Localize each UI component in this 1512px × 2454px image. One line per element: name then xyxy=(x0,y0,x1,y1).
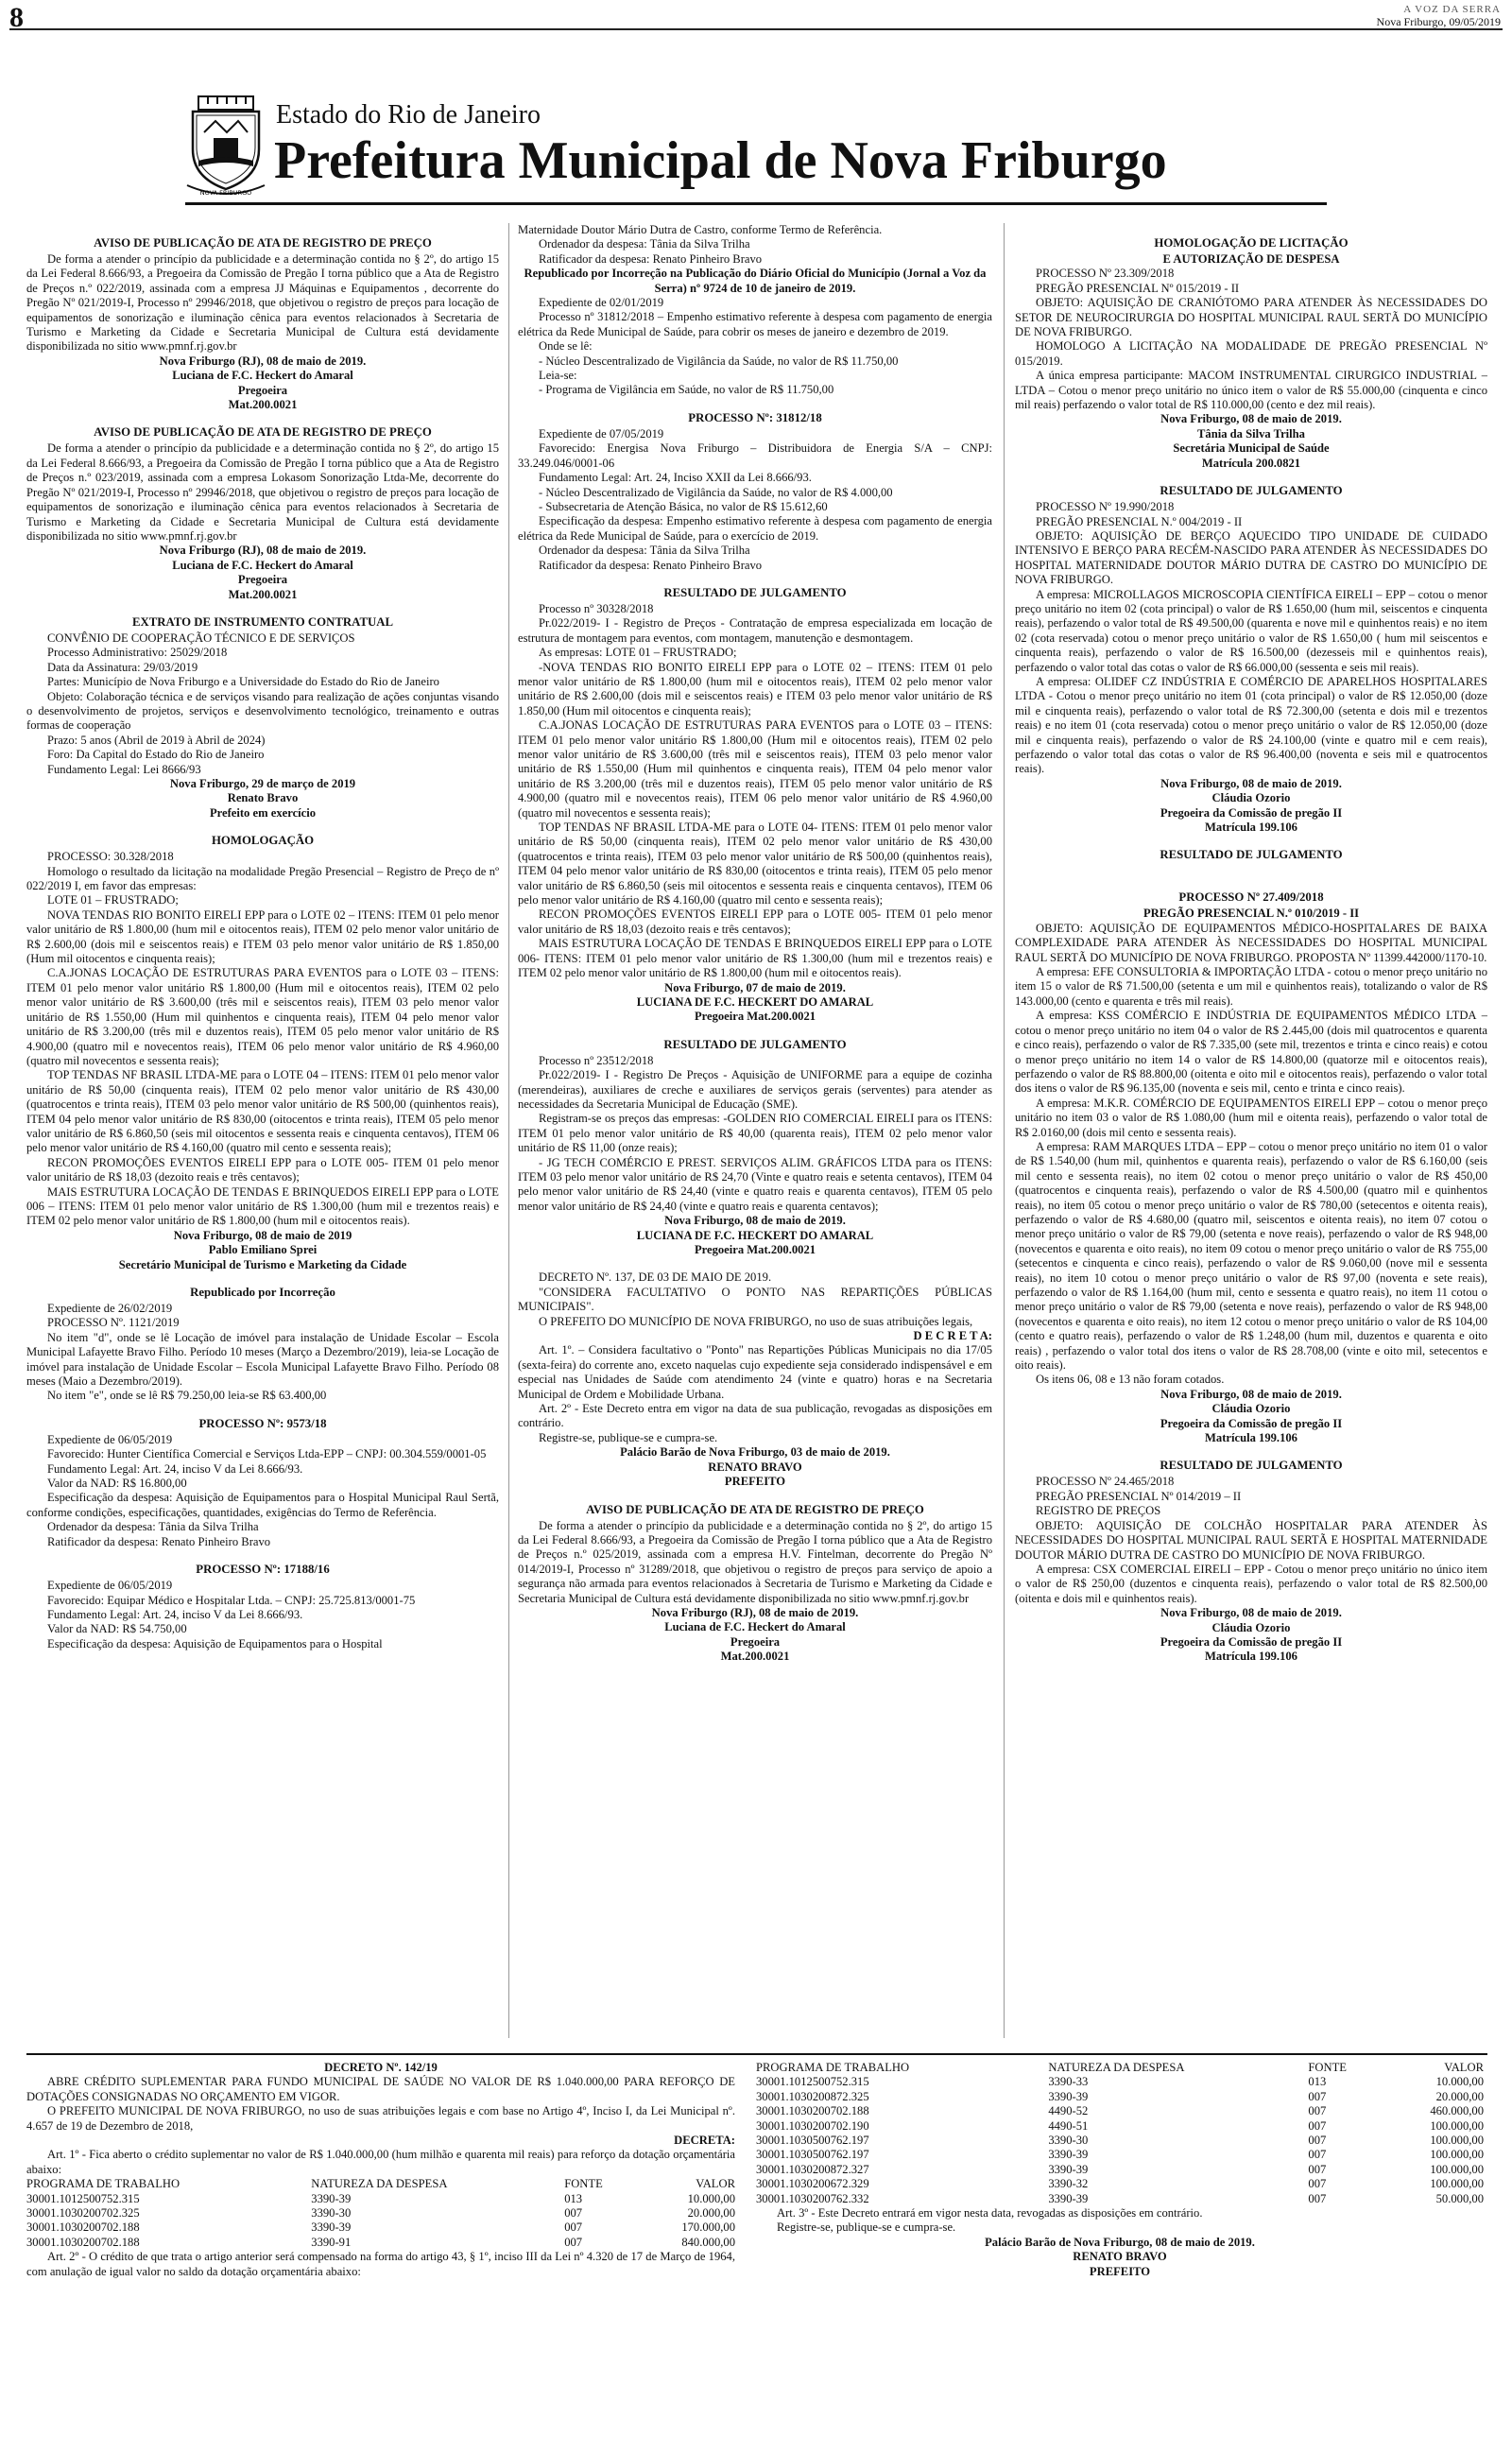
signature-line: Cláudia Ozorio xyxy=(1211,1402,1291,1416)
paragraph: - Núcleo Descentralizado de Vigilância da Saúde, no valor de R$ 11.750,00 xyxy=(539,354,899,368)
paragraph: Leia-se: xyxy=(539,369,577,383)
cell-source: 007 xyxy=(564,2206,583,2221)
signature-line: Luciana de F.C. Heckert do Amaral xyxy=(664,1620,846,1634)
cell-nature: 4490-52 xyxy=(1048,2104,1089,2118)
spacer xyxy=(518,1257,992,1270)
cell-nature: 3390-39 xyxy=(311,2221,352,2235)
paragraph: PROCESSO Nº 24.465/2018 xyxy=(1036,1475,1175,1489)
table-row xyxy=(26,2236,735,2250)
decree-publish: Registre-se, publique-se e cumpra-se. xyxy=(777,2221,956,2235)
cell-value: 100.000,00 xyxy=(1430,2148,1484,2162)
col-header-source: FONTE xyxy=(564,2177,603,2191)
paragraph: Fundamento Legal: Art. 24, inciso V da Lei 8.666/93. xyxy=(47,1461,303,1476)
table-row xyxy=(756,2177,1484,2191)
signature-line: Pregoeira xyxy=(237,573,288,587)
signature-line: Secretário Municipal de Turismo e Marketing da Cidade xyxy=(118,1257,407,1271)
paragraph: Expediente de 07/05/2019 xyxy=(539,426,664,441)
col-header-value: VALOR xyxy=(696,2177,735,2191)
signature-line: Nova Friburgo (RJ), 08 de maio de 2019. xyxy=(159,544,367,558)
column-divider xyxy=(508,223,509,2038)
signature-line: Nova Friburgo, 08 de maio de 2019. xyxy=(1160,1387,1342,1401)
signature-line: Matrícula 199.106 xyxy=(1205,1650,1297,1664)
signature-line: LUCIANA DE F.C. HECKERT DO AMARAL xyxy=(636,994,874,1009)
cell-nature: 3390-32 xyxy=(1048,2177,1089,2191)
cell-value: 50.000,00 xyxy=(1435,2191,1484,2205)
paragraph: Fundamento Legal: Art. 24, inciso V da Lei 8.666/93. xyxy=(47,1607,303,1621)
section-heading: PROCESSO Nº: 9573/18 xyxy=(198,1416,327,1430)
table-row xyxy=(756,2192,1484,2206)
page-header-info xyxy=(1377,4,1501,28)
cell-source: 007 xyxy=(1308,2177,1327,2191)
section-heading: RESULTADO DE JULGAMENTO xyxy=(1160,1459,1343,1473)
paragraph: Valor da NAD: R$ 54.750,00 xyxy=(47,1622,187,1636)
table-row xyxy=(26,2221,735,2235)
paragraph: - Núcleo Descentralizado de Vigilância da Saúde, no valor de R$ 4.000,00 xyxy=(539,485,893,499)
paragraph: Ordenador da despesa: Tânia da Silva Trilha xyxy=(539,544,750,558)
cell-program: 30001.1030200702.325 xyxy=(26,2206,140,2221)
cell-value: 10.000,00 xyxy=(1435,2075,1484,2089)
decree-keyword: D E C R E T A: xyxy=(913,1329,992,1343)
signature-line: Nova Friburgo (RJ), 08 de maio de 2019. xyxy=(159,354,367,368)
signature-line: Prefeito em exercício xyxy=(209,805,317,820)
signature-line: Matrícula 199.106 xyxy=(1205,821,1297,835)
paragraph: A empresa: OLIDEF CZ INDÚSTRIA E COMÉRCIO DE APARELHOS HOSPITALARES LTDA - Cotou o menor preço unitário no item 01 (cota principal) o valor de R$ 12.050,00 (doze mil e cinquenta reais), perfazendo o valor total de R$ 72.300,00 (setenta e dois mil e trezentos reais) e no item 01 (cota reservada) cotou o menor preço unitário o valor de R$ 12.050,00 (doze mil e cinquenta reais), perfazendo o valor de R$ 24.100,00 (vinte e quatro mil e cem reais), perfazendo o valor total das cotas o valor de R$ 96.400,00 (noventa e seis mil e quatrocentos reais). xyxy=(1015,674,1487,776)
signature-line: Pregoeira Mat.200.0021 xyxy=(694,1243,816,1256)
paragraph: Pr.022/2019- I - Registro de Preços - Contratação de empresa especializada em locação de estrutura de montagem para eventos, com montagem, manutenção e desmontagem. xyxy=(518,616,992,645)
cell-program: 30001.1012500752.315 xyxy=(756,2075,869,2089)
signature-line: Cláudia Ozorio xyxy=(1211,791,1291,805)
signature-line: Mat.200.0021 xyxy=(228,398,298,412)
paragraph: As empresas: LOTE 01 – FRUSTRADO; xyxy=(539,646,737,660)
signature-line: Pregoeira da Comissão de pregão II xyxy=(1160,1634,1343,1649)
signature-line: PREFEITO xyxy=(724,1475,786,1489)
paragraph: OBJETO: AQUISIÇÃO DE BERÇO AQUECIDO TIPO UNIDADE DE CUIDADO INTENSIVO E BERÇO PARA RECÉM-NASCIDO PARA ATENDER ÀS NECESSIDADES DO HOSPITAL MATERNIDADE DOUTOR MÁRIO DUTRA DE CASTRO DO MUNICÍPIO DE NOVA FRIBURGO. xyxy=(1015,528,1487,587)
signature-line: Pregoeira Mat.200.0021 xyxy=(694,1010,816,1024)
signature-line: Renato Bravo xyxy=(227,791,299,805)
header-rule xyxy=(185,202,1327,205)
signature-line: Nova Friburgo, 29 de março de 2019 xyxy=(169,777,356,790)
signature-line: Matrícula 199.106 xyxy=(1205,1431,1297,1445)
cell-source: 007 xyxy=(1308,2118,1327,2133)
paragraph: HOMOLOGO A LICITAÇÃO NA MODALIDADE DE PREGÃO PRESENCIAL Nº 015/2019. xyxy=(1015,339,1487,368)
paragraph: A empresa: CSX COMERCIAL EIRELI – EPP - Cotou o menor preço unitário no único item o valor de R$ 250,00 (duzentos e cinquenta reais), perfazendo o valor total de R$ 82.500,00 (oitenta e dois mil e quinhentos reais). xyxy=(1015,1562,1487,1605)
section-heading: PROCESSO Nº 27.409/2018 xyxy=(1178,890,1324,905)
paragraph: LOTE 01 – FRUSTRADO; xyxy=(47,893,179,907)
signature-line: Pregoeira da Comissão de pregão II xyxy=(1160,805,1343,820)
table-row xyxy=(756,2134,1484,2148)
signature-line: Nova Friburgo, 08 de maio de 2019. xyxy=(1160,412,1342,426)
paragraph: PREGÃO PRESENCIAL Nº 015/2019 - II xyxy=(1036,281,1240,295)
signature-line: Nova Friburgo, 08 de maio de 2019. xyxy=(1160,776,1342,790)
paragraph: Registram-se os preços das empresas: -GOLDEN RIO COMERCIAL EIRELI para os ITENS: ITEM 01 pelo menor valor unitário de R$ 40,00 (quarenta reais), ITEM 02 pelo menor valor unitário de R$ 11,00 (onze reais); xyxy=(518,1112,992,1155)
paragraph: Processo nº 30328/2018 xyxy=(539,601,654,615)
cell-source: 007 xyxy=(1308,2134,1327,2148)
paragraph: "CONSIDERA FACULTATIVO O PONTO NAS REPARTIÇÕES PÚBLICAS MUNICIPAIS". xyxy=(518,1285,992,1314)
cell-source: 007 xyxy=(1308,2104,1327,2118)
paragraph: CONVÊNIO DE COOPERAÇÃO TÉCNICO E DE SERVIÇOS xyxy=(47,631,355,645)
signature-line: Secretária Municipal de Saúde xyxy=(1173,441,1330,456)
budget-table-credit xyxy=(26,2177,735,2250)
signature-line: Pregoeira xyxy=(237,383,288,397)
paragraph: Ratificador da despesa: Renato Pinheiro Bravo xyxy=(539,251,763,266)
paragraph: Ratificador da despesa: Renato Pinheiro Bravo xyxy=(47,1534,271,1548)
table-row xyxy=(756,2075,1484,2089)
paragraph: Processo nº 31812/2018 – Empenho estimativo referente à despesa com pagamento de energia elétrica da Rede Municipal de Saúde, para cobrir os meses de janeiro e dezembro de 2019. xyxy=(518,310,992,338)
cell-program: 30001.1030200672.329 xyxy=(756,2177,869,2191)
column-1 xyxy=(26,223,499,2048)
signature-line: Nova Friburgo, 08 de maio de 2019 xyxy=(173,1228,352,1242)
paragraph: OBJETO: AQUISIÇÃO DE CRANIÓTOMO PARA ATENDER ÀS NECESSIDADES DO SETOR DE NEUROCIRURGIA DO HOSPITAL MUNICIPAL RAUL SERTÃ DO MUNICÍPIO DE NOVA FRIBURGO. xyxy=(1015,296,1487,339)
cell-source: 007 xyxy=(1308,2162,1327,2176)
cell-source: 007 xyxy=(564,2221,583,2235)
section-heading: RESULTADO DE JULGAMENTO xyxy=(663,1037,847,1051)
paragraph: Favorecido: Equipar Médico e Hospitalar Ltda. – CNPJ: 25.725.813/0001-75 xyxy=(47,1593,416,1607)
paragraph: OBJETO: AQUISIÇÃO DE COLCHÃO HOSPITALAR PARA ATENDER ÀS NECESSIDADES DO HOSPITAL MUNICIPAL RAUL SERTÃ E HOSPITAL MATERNIDADE DOUTOR MÁRIO DUTRA DE CASTRO DO MUNICÍPIO DE NOVA FRIBURGO. xyxy=(1015,1518,1487,1562)
paragraph: Homologo o resultado da licitação na modalidade Pregão Presencial – Registro de Preço de nº 022/2019 I, em favor das empresas: xyxy=(26,864,499,893)
decree-right xyxy=(756,2061,1484,2279)
budget-table-annulment xyxy=(756,2061,1484,2206)
page-number: 8 xyxy=(9,2,24,33)
paragraph: No item "d", onde se lê Locação de imóvel para instalação de Unidade Escolar – Escola Municipal Lafayette Bravo Filho. Período 10 meses (Março a Dezembro/2019), leia-se Locação de imóvel para instalação de Unidade Escolar – Escola Municipal Lafayette Bravo Filho. Período 08 meses (Maio a Dezembro/2019). xyxy=(26,1330,499,1389)
paragraph: Onde se lê: xyxy=(539,339,593,354)
section-heading: RESULTADO DE JULGAMENTO xyxy=(1160,484,1343,498)
decree-role: PREFEITO xyxy=(1089,2264,1151,2278)
cell-nature: 3390-30 xyxy=(311,2206,352,2221)
paragraph: Especificação da despesa: Aquisição de Equipamentos para o Hospital xyxy=(47,1636,383,1650)
paragraph: TOP TENDAS NF BRASIL LTDA-ME para o LOTE 04 – ITENS: ITEM 01 pelo menor valor unitário de R$ 50,00 (cinquenta reais), ITEM 02 pelo menor valor unitário de R$ 430,00 (quatrocentos e trinta reais), ITEM 03 pelo menor valor unitário de R$ 500,00 (quinhentos reais), ITEM 04 pelo menor valor unitário de R$ 830,00 (oitocentos e trinta reais), ITEM 05 pelo menor valor unitário de R$ 6.860,50 (seis mil oitocentos e sessenta reais e cinquenta centavos), ITEM 06 pelo menor valor unitário de R$ 4.160,00 (quatro mil cento e sessenta reais); xyxy=(26,1068,499,1155)
cell-source: 007 xyxy=(1308,2089,1327,2103)
col-header-nature: NATUREZA DA DESPESA xyxy=(1048,2061,1185,2074)
paragraph: A empresa: MICROLLAGOS MICROSCOPIA CIENTÍFICA EIRELI – EPP – cotou o menor preço unitário no item 02 (cota principal) o valor de R$ 1.650,00 (hum mil, seiscentos e cinquenta reais), perfazendo o valor total de R$ 49.500,00 (quarenta e nove mil e quinhentos reais) e no item 02 (cota reservada) cotou o menor preço unitário o valor de R$ 1.650,00 ( hum mil seiscentos e cinquenta reais), perfazendo o valor de R$ 16.500,00 (dezesseis mil e quinhentos reais), perfazendo o valor total das cotas o valor de R$ 66.000,00 (sessenta e seis mil reais). xyxy=(1015,587,1487,674)
paragraph: PREGÃO PRESENCIAL Nº 014/2019 – II xyxy=(1036,1489,1242,1503)
paragraph: Expediente de 06/05/2019 xyxy=(47,1579,173,1593)
cell-program: 30001.1012500752.315 xyxy=(26,2191,140,2205)
paragraph: PROCESSO Nº 23.309/2018 xyxy=(1036,267,1175,281)
signature-line: Republicado por Incorreção na Publicação do Diário Oficial do Município (Jornal a Voz da Serra) nº 9724 de 10 de janeiro de 2019. xyxy=(524,267,987,295)
section-heading: HOMOLOGAÇÃO xyxy=(211,834,315,848)
cell-value: 20.000,00 xyxy=(687,2206,735,2221)
decree-decreta: DECRETA: xyxy=(674,2134,735,2148)
decree-title: DECRETO Nº. 142/19 xyxy=(324,2061,438,2074)
signature-line: Matrícula 200.0821 xyxy=(1201,456,1301,470)
cell-program: 30001.1030200872.325 xyxy=(756,2089,869,2103)
edition-date: Nova Friburgo, 09/05/2019 xyxy=(1376,15,1501,28)
signature-line: RENATO BRAVO xyxy=(708,1460,802,1474)
paragraph: No item "e", onde se lê R$ 79.250,00 leia-se R$ 63.400,00 xyxy=(47,1389,327,1403)
paragraph: Fundamento Legal: Lei 8666/93 xyxy=(47,762,201,776)
paragraph: Processo Administrativo: 25029/2018 xyxy=(47,646,228,660)
cell-value: 100.000,00 xyxy=(1430,2177,1484,2191)
paragraph: RECON PROMOÇÕES EVENTOS EIRELI EPP para o LOTE 005- ITEM 01 pelo menor valor unitário de R$ 18,03 (dezoito reais e três centavos); xyxy=(518,907,992,936)
paragraph: C.A.JONAS LOCAÇÃO DE ESTRUTURAS PARA EVENTOS para o LOTE 03 – ITENS: ITEM 01 pelo menor valor unitário R$ 1.800,00 (Hum mil e oitocentos reais), ITEM 02 pelo menor valor unitário de R$ 3.600,00 (três mil e seiscentos reais), ITEM 03 pelo menor valor unitário de R$ 1.550,00 (Hum mil quinhentos e cinquenta reais), ITEM 04 pelo menor valor unitário de R$ 3.200,00 (três mil e duzentos reais), ITEM 05 pelo menor valor unitário de R$ 4.900,00 (quatro mil e novecentos reais), ITEM 06 pelo menor valor unitário de R$ 4.960,00 (quatro mil novecentos e sessenta reais); xyxy=(26,966,499,1067)
section-heading: AVISO DE PUBLICAÇÃO DE ATA DE REGISTRO DE PREÇO xyxy=(586,1502,924,1516)
cell-value: 100.000,00 xyxy=(1430,2162,1484,2176)
paragraph: - Programa de Vigilância em Saúde, no valor de R$ 11.750,00 xyxy=(539,383,834,397)
crest-text: NOVA FRIBURGO xyxy=(199,189,252,197)
cell-value: 20.000,00 xyxy=(1435,2089,1484,2103)
cell-nature: 4490-51 xyxy=(1048,2118,1089,2133)
signature-line: Nova Friburgo (RJ), 08 de maio de 2019. xyxy=(651,1605,859,1619)
paragraph: Os itens 06, 08 e 13 não foram cotados. xyxy=(1036,1373,1225,1387)
cell-value: 100.000,00 xyxy=(1430,2134,1484,2148)
paragraph: PROCESSO Nº. 1121/2019 xyxy=(47,1316,180,1330)
paragraph: - JG TECH COMÉRCIO E PREST. SERVIÇOS ALIM. GRÁFICOS LTDA para os ITENS: ITEM 03 pelo menor valor unitário de R$ 24,70 (Vinte e quatro reais e setenta centavos), ITEM 04 pelo menor valor unitário de R$ 24,40 (vinte e quatro reais e quarenta centavos), ITEM 05 pelo menor valor unitário de R$ 24,40 (vinte e quatro reais e quarenta centavos); xyxy=(518,1155,992,1213)
paragraph: De forma a atender o princípio da publicidade e a determinação contida no § 2º, do artigo 15 da Lei Federal 8.666/93, a Pregoeira da Comissão de Pregão I torna público que a Ata de Registro de Preços n.º 023/2019, assinada com a empresa Lokasom Sonorização Ltda-Me, decorrente do Pregão Nº 021/2019-I, Processo nº 29946/2018, que objetivou o registro de preços para locação de equipamentos de sonorização e iluminação cênica para eventos relacionados à Secretaria de Turismo e Marketing da Cidade e Secretaria Municipal de Cultura está devidamente disponibilizada no sitio www.pmnf.rj.gov.br xyxy=(26,441,499,543)
cell-value: 10.000,00 xyxy=(687,2191,735,2205)
decree-place: Palácio Barão de Nova Friburgo, 08 de maio de 2019. xyxy=(985,2235,1255,2249)
signature-line: Mat.200.0021 xyxy=(228,587,298,601)
spacer xyxy=(1015,864,1487,877)
paragraph: A única empresa participante: MACOM INSTRUMENTAL CIRURGICO INDUSTRIAL – LTDA – Cotou o menor preço unitário no único item o valor de R$ 55.000,00 (cinquenta e cinco mil reais) perfazendo o valor total de R$ 110.000,00 (cento e dez mil reais). xyxy=(1015,369,1487,412)
cell-value: 460.000,00 xyxy=(1430,2104,1484,2118)
decree-ementa: ABRE CRÉDITO SUPLEMENTAR PARA FUNDO MUNICIPAL DE SAÚDE NO VALOR DE R$ 1.040.000,00 PARA REFORÇO DE DOTAÇÕES CONSIGNADAS NO ORÇAMENTO EM VIGOR. xyxy=(26,2075,735,2103)
table-row xyxy=(756,2104,1484,2118)
cell-program: 30001.1030200762.332 xyxy=(756,2191,869,2205)
state-name: Estado do Rio de Janeiro xyxy=(276,100,541,130)
paragraph: -NOVA TENDAS RIO BONITO EIRELI EPP para o LOTE 02 – ITENS: ITEM 01 pelo menor valor unitário de R$ 1.800,00 (hum mil e oitocentos reais), ITEM 02 pelo menor valor unitário de R$ 2.600,00 (dois mil e seiscentos reais) e ITEM 03 pelo menor valor unitário de R$ 1.850,00 (Hum mil oitocentos e cinquenta reais); xyxy=(518,660,992,717)
paragraph: Foro: Da Capital do Estado do Rio de Janeiro xyxy=(47,748,265,762)
paragraph: REGISTRO DE PREÇOS xyxy=(1036,1504,1161,1518)
table-row xyxy=(756,2119,1484,2134)
cell-nature: 3390-33 xyxy=(1048,2075,1089,2089)
cell-value: 170.000,00 xyxy=(681,2221,735,2235)
section-heading: RESULTADO DE JULGAMENTO xyxy=(1160,848,1343,862)
col-header-nature: NATUREZA DA DESPESA xyxy=(311,2177,448,2191)
cell-value: 100.000,00 xyxy=(1430,2118,1484,2133)
cell-nature: 3390-39 xyxy=(1048,2162,1089,2176)
paragraph: Data da Assinatura: 29/03/2019 xyxy=(47,660,198,674)
paragraph: De forma a atender o princípio da publicidade e a determinação contida no § 2º, do artigo 15 da Lei Federal 8.666/93, a Pregoeira da Comissão de Pregão I torna público que a Ata de Registro de Preços n.º 025/2019, assinada com a empresa H.V. Fintelman, decorrente do Pregão Nº 014/2019-I, Processo nº 31289/2018, que objetivou o registro de preços para serviço de apoio a segurança não armada para eventos relacionados à Secretaria de Turismo e Marketing da Cidade e Secretaria Municipal de Cultura está devidamente disponibilizada no sitio www.pmnf.rj.gov.br xyxy=(518,1518,992,1605)
cell-nature: 3390-39 xyxy=(1048,2089,1089,2103)
signature-line: Mat.200.0021 xyxy=(720,1650,790,1664)
paragraph: Favorecido: Hunter Científica Comercial e Serviços Ltda-EPP – CNPJ: 00.304.559/0001-05 xyxy=(47,1447,487,1461)
paragraph: Partes: Município de Nova Friburgo e a Universidade do Estado do Rio de Janeiro xyxy=(47,675,439,689)
coat-of-arms-icon xyxy=(185,95,266,197)
section-heading: AVISO DE PUBLICAÇÃO DE ATA DE REGISTRO DE PREÇO xyxy=(94,425,432,440)
paragraph: Favorecido: Energisa Nova Friburgo – Distribuidora de Energia S/A – CNPJ: 33.249.046/0001-06 xyxy=(518,441,992,470)
cell-nature: 3390-91 xyxy=(311,2235,352,2249)
signature-line: LUCIANA DE F.C. HECKERT DO AMARAL xyxy=(636,1228,874,1242)
signature-line: Cláudia Ozorio xyxy=(1211,1620,1291,1634)
paragraph: Expediente de 02/01/2019 xyxy=(539,296,664,310)
section-heading: RESULTADO DE JULGAMENTO xyxy=(663,585,847,599)
table-row xyxy=(756,2163,1484,2177)
decree-signer: RENATO BRAVO xyxy=(1073,2250,1167,2264)
signature-line: Nova Friburgo, 08 de maio de 2019. xyxy=(664,1214,846,1228)
decree-art3: Art. 3º - Este Decreto entrará em vigor nesta data, revogadas as disposições em contrário. xyxy=(777,2206,1203,2221)
cell-program: 30001.1030200702.188 xyxy=(26,2235,140,2249)
paragraph: Ordenador da despesa: Tânia da Silva Trilha xyxy=(539,237,750,251)
signature-line: Luciana de F.C. Heckert do Amaral xyxy=(172,558,353,572)
signature-line: PREGÃO PRESENCIAL N.º 010/2019 - II xyxy=(1143,907,1360,921)
paragraph: Pr.022/2019- I - Registro De Preços - Aquisição de UNIFORME para a equipe de cozinha (merendeiras), auxiliares de creche e auxiliares de serviços gerais (serventes) para atender as necessidades da Secretaria Municipal de Educação (SME). xyxy=(518,1068,992,1111)
paragraph: De forma a atender o princípio da publicidade e a determinação contida no § 2º, do artigo 15 da Lei Federal 8.666/93, a Pregoeira da Comissão de Pregão I torna público que a Ata de Registro de Preços n.º 022/2019, assinada com a empresa JJ Máquinas e Equipamentos , decorrente do Pregão Nº 021/2019-I, Processo nº 29946/2018, que objetivou o registro de preços para locação de equipamentos de sonorização e iluminação cênica para eventos relacionados à Secretaria de Turismo e Marketing da Cidade e Secretaria Municipal de Cultura está devidamente disponibilizada no sitio www.pmnf.rj.gov.br xyxy=(26,252,499,354)
section-heading: PROCESSO Nº: 17188/16 xyxy=(196,1563,330,1577)
signature-line: Nova Friburgo, 07 de maio de 2019. xyxy=(664,980,846,994)
paragraph: Art. 1º. – Considera facultativo o "Ponto" nas Repartições Públicas Municipais no dia 17/05 (sexta-feira) do corrente ano, exceto naquelas cujo expediente seja considerado indispensável e em especial nas Unidades de Saúde com atendimento 24 (vinte e quatro) horas e na Secretaria Municipal de Ordem e Mobilidade Urbana. xyxy=(518,1343,992,1401)
cell-nature: 3390-39 xyxy=(311,2191,352,2205)
decree-left xyxy=(26,2061,735,2279)
signature-line: Luciana de F.C. Heckert do Amaral xyxy=(172,369,353,383)
paragraph: RECON PROMOÇÕES EVENTOS EIRELI EPP para o LOTE 005- ITEM 01 pelo menor valor unitário de R$ 18,03 (dezoito reais e três centavos); xyxy=(26,1155,499,1184)
paragraph: MAIS ESTRUTURA LOCAÇÃO DE TENDAS E BRINQUEDOS EIRELI EPP para o LOTE 006 – ITENS: ITEM 01 pelo menor valor unitário de R$ 1.300,00 (hum mil e trezentos reais) e ITEM 02 pelo menor valor unitário de R$ 1.800,00 (hum mil e oitocentos reais). xyxy=(26,1184,499,1228)
cell-nature: 3390-39 xyxy=(1048,2191,1089,2205)
paragraph: Expediente de 06/05/2019 xyxy=(47,1432,173,1446)
cell-source: 007 xyxy=(564,2235,583,2249)
table-row xyxy=(756,2090,1484,2104)
paragraph: Especificação da despesa: Empenho estimativo referente à despesa com pagamento de energia elétrica da Rede Municipal de Saúde, para o exercício de 2019. xyxy=(518,514,992,543)
decree-art2: Art. 2º - O crédito de que trata o artigo anterior será compensado na forma do artigo 43, § 1º, inciso III da Lei nº 4.320 de 17 de Março de 1964, com anulação de igual valor no saldo da dotação orçamentária abaixo: xyxy=(26,2250,735,2278)
cell-program: 30001.1030200702.188 xyxy=(26,2221,140,2235)
cell-program: 30001.1030500762.197 xyxy=(756,2148,869,2162)
signature-line: Pregoeira da Comissão de pregão II xyxy=(1160,1416,1343,1430)
paragraph: MAIS ESTRUTURA LOCAÇÃO DE TENDAS E BRINQUEDOS EIRELI EPP para o LOTE 006- ITENS: ITEM 01 pelo menor valor unitário de R$ 1.300,00 (hum mil e trezentos reais) e ITEM 02 pelo menor valor unitário de R$ 1.800,00 (hum mil e oitocentos reais). xyxy=(518,937,992,980)
section-heading: AVISO DE PUBLICAÇÃO DE ATA DE REGISTRO DE PREÇO xyxy=(94,236,432,250)
paragraph: Maternidade Doutor Mário Dutra de Castro, conforme Termo de Referência. xyxy=(518,223,883,236)
publication-name: A VOZ DA SERRA xyxy=(1403,4,1501,15)
cell-source: 013 xyxy=(1308,2075,1327,2089)
cell-program: 30001.1030200702.188 xyxy=(756,2104,869,2118)
paragraph: PROCESSO Nº 19.990/2018 xyxy=(1036,500,1175,514)
cell-program: 30001.1030200872.327 xyxy=(756,2162,869,2176)
paragraph: A empresa: EFE CONSULTORIA & IMPORTAÇÃO LTDA - cotou o menor preço unitário no item 15 o valor de R$ 71.500,00 (setenta e um mil e quinhentos reais), totalizando o valor de R$ 143.000,00 (cento e quarenta e três mil reais). xyxy=(1015,965,1487,1008)
paragraph: O PREFEITO DO MUNICÍPIO DE NOVA FRIBURGO, no uso de suas atribuições legais, xyxy=(539,1314,973,1328)
cell-source: 013 xyxy=(564,2191,583,2205)
signature-line: Palácio Barão de Nova Friburgo, 03 de maio de 2019. xyxy=(620,1445,890,1460)
page-title: Prefeitura Municipal de Nova Friburgo xyxy=(274,131,1167,190)
decree-preamble: O PREFEITO MUNICIPAL DE NOVA FRIBURGO, no uso de suas atribuições legais e com base no Artigo 4º, Inciso I, da Lei Municipal nº. 4.657 de 19 de Dezembro de 2018, xyxy=(26,2104,735,2133)
paragraph: Ratificador da despesa: Renato Pinheiro Bravo xyxy=(539,558,763,572)
cell-source: 007 xyxy=(1308,2148,1327,2162)
signature-line: Tânia da Silva Trilha xyxy=(1197,426,1305,441)
paragraph: Especificação da despesa: Aquisição de Equipamentos para o Hospital Municipal Raul Sertã, conforme condições, especificações, quantidades, exigências do Termo de Referência. xyxy=(26,1491,499,1519)
signature-line: E AUTORIZAÇÃO DE DESPESA xyxy=(1162,252,1340,266)
section-heading: EXTRATO DE INSTRUMENTO CONTRATUAL xyxy=(131,614,393,629)
bottom-rule xyxy=(26,2053,1487,2055)
paragraph: OBJETO: AQUISIÇÃO DE EQUIPAMENTOS MÉDICO-HOSPITALARES DE BAIXA COMPLEXIDADE PARA ATENDER ÀS NECESSIDADES DO HOSPITAL MUNICIPAL RAUL SERTÃ DO MUNICÍPIO DE NOVA FRIBURGO. PROPOSTA Nº 11399.442000/1170-10. xyxy=(1015,921,1487,964)
signature-line: Pregoeira xyxy=(730,1634,781,1649)
paragraph: NOVA TENDAS RIO BONITO EIRELI EPP para o LOTE 02 – ITENS: ITEM 01 pelo menor valor unitário de R$ 1.800,00 (hum mil e oitocentos reais), ITEM 02 pelo menor valor unitário de R$ 2.600,00 (dois mil e seiscentos reais) e ITEM 03 pelo menor valor unitário de R$ 1.850,00 (Hum mil oitocentos e cinquenta reais); xyxy=(26,907,499,966)
paragraph: - Subsecretaria de Atenção Básica, no valor de R$ 15.612,60 xyxy=(539,499,828,513)
section-heading: HOMOLOGAÇÃO DE LICITAÇÃO xyxy=(1154,236,1349,250)
paragraph: A empresa: RAM MARQUES LTDA – EPP – cotou o menor preço unitário no item 01 o valor de R$ 1.540,00 (hum mil, quinhentos e quarenta reais), perfazendo o valor de R$ 6.160,00 (seis mil cento e sessenta reais), no item 02 cotou o menor preço unitário o valor de R$ 450,00 (quatrocentos e cinquenta reais), perfazendo o valor de R$ 4.500,00 (quatro mil e quinhentos reais), no item 05 cotou o menor preço unitário o valor de R$ 780,00 (setecentos e oitenta reais), perfazendo o valor de R$ 4.680,00 (quatro mil, seiscentos e oitenta reais), no item 07 cotou o menor preço unitário o valor de R$ 79,00 (setenta e nove reais), perfazendo o valor de R$ 948,00 (novecentos e quarenta e oito reais), no item 09 cotou o menor preço unitário o valor de R$ 755,00 (setecentos e cinquenta e cinco reais), perfazendo o valor de R$ 9.060,00 (nove mil e sessenta reais), no item 10 cotou o menor preço unitário o valor de R$ 97,00 (noventa e sete reais), perfazendo o valor de R$ 1.164,00 (hum mil, cento e sessenta e quatro reais), no item 11 cotou o menor preço unitário o valor de R$ 79,00 (setenta e nove reais), perfazendo o valor de R$ 948,00 (novecentos e quarenta e oito reais), no item 12 cotou o menor preço unitário o valor de R$ 104,00 (cento e quatro reais), perfazendo o valor de R$ 1.248,00 (hum mil, duzentos e quarenta e oito reais) , perfazendo o valor total dos itens o valor de R$ 28.708,00 (vinte e oito mil, setecentos e oito reais). xyxy=(1015,1139,1487,1373)
paragraph: Expediente de 26/02/2019 xyxy=(47,1302,173,1315)
paragraph: TOP TENDAS NF BRASIL LTDA-ME para o LOTE 04- ITENS: ITEM 01 pelo menor valor unitário de R$ 50,00 (cinquenta reais), ITEM 02 pelo menor valor unitário de R$ 430,00 (quatrocentos e trinta reais), ITEM 03 pelo menor valor unitário de R$ 500,00 (quinhentos reais), ITEM 04 pelo menor valor unitário de R$ 830,00 (oitocentos e trinta reais), ITEM 05 pelo menor valor unitário de R$ 6.860,50 (seis mil oitocentos e sessenta reais e cinquenta centavos), ITEM 06 pelo menor valor unitário de R$ 4.160,00 (quatro mil cento e sessenta reais); xyxy=(518,821,992,907)
column-3 xyxy=(1015,223,1487,2048)
signature-line: Nova Friburgo, 08 de maio de 2019. xyxy=(1160,1606,1342,1620)
paragraph: Art. 2º - Este Decreto entra em vigor na data de sua publicação, revogadas as disposições em contrário. xyxy=(518,1402,992,1430)
paragraph: Prazo: 5 anos (Abril de 2019 à Abril de 2024) xyxy=(47,733,266,747)
paragraph: Objeto: Colaboração técnica e de serviços visando para realização de ações conjuntas visando o desenvolvimento de projetos, serviços e desenvolvimento tecnológico, treinamento e outras formas de cooperação xyxy=(26,689,499,733)
paragraph: Ordenador da despesa: Tânia da Silva Trilha xyxy=(47,1520,259,1534)
paragraph: A empresa: KSS COMÉRCIO E INDÚSTRIA DE EQUIPAMENTOS MÉDICO LTDA – cotou o menor preço unitário no item 04 o valor de R$ 2.445,00 (dois mil quatrocentos e quarenta e cinco reais), perfazendo o valor de R$ 7.335,00 (sete mil, trezentos e trinta e cinco reais) e cotou o menor preço unitário no item 14 o valor de R$ 14.800,00 (quatorze mil e oitocentos reais), perfazendo o valor de R$ 88.800,00 (oitenta e oito mil e oitocentos reais), perfazendo o valor total dos itens o valor de R$ 96.135,00 (noventa e seis mil, cento e trinta e cinco reais). xyxy=(1015,1009,1487,1096)
section-heading: PROCESSO Nº: 31812/18 xyxy=(688,410,822,424)
cell-nature: 3390-39 xyxy=(1048,2148,1089,2162)
paragraph: Processo nº 23512/2018 xyxy=(539,1053,654,1067)
cell-value: 840.000,00 xyxy=(681,2235,735,2249)
paragraph: Valor da NAD: R$ 16.800,00 xyxy=(47,1477,187,1491)
paragraph: PROCESSO: 30.328/2018 xyxy=(47,850,174,864)
table-row xyxy=(26,2192,735,2206)
column-2 xyxy=(518,223,992,2048)
paragraph: DECRETO Nº. 137, DE 03 DE MAIO DE 2019. xyxy=(539,1270,772,1285)
column-divider xyxy=(1004,223,1005,2038)
paragraph: A empresa: M.K.R. COMÉRCIO DE EQUIPAMENTOS EIRELI EPP – cotou o menor preço unitário no item 03 o valor de R$ 1.080,00 (hum mil e oitenta reais), perfazendo o valor total de R$ 2.0160,00 (dois mil cento e sessenta reais). xyxy=(1015,1096,1487,1139)
paragraph: C.A.JONAS LOCAÇÃO DE ESTRUTURAS PARA EVENTOS para o LOTE 03 – ITENS: ITEM 01 pelo menor valor unitário R$ 1.800,00 (Hum mil e oitocentos reais), ITEM 02 pelo menor valor unitário de R$ 3.600,00 (três mil e seiscentos reais), ITEM 03 pelo menor valor unitário de R$ 1.550,00 (Hum mil quinhentos e cinquenta reais), ITEM 04 pelo menor valor unitário de R$ 3.200,00 (três mil e duzentos reais), ITEM 05 pelo menor valor unitário de R$ 4.900,00 (quatro mil e novecentos reais), ITEM 06 pelo menor valor unitário de R$ 4.960,00 (quatro mil novecentos e sessenta reais); xyxy=(518,718,992,820)
col-header-program: PROGRAMA DE TRABALHO xyxy=(26,2177,180,2191)
col-header-source: FONTE xyxy=(1308,2061,1347,2074)
decree-art1: Art. 1º - Fica aberto o crédito suplementar no valor de R$ 1.040.000,00 (hum milhão e quarenta mil reais) para reforço da dotação orçamentária abaixo: xyxy=(26,2148,735,2176)
section-heading: Republicado por Incorreção xyxy=(190,1286,335,1299)
paragraph: Fundamento Legal: Art. 24, Inciso XXII da Lei 8.666/93. xyxy=(539,471,812,485)
signature-line: Pablo Emiliano Sprei xyxy=(208,1243,318,1257)
cell-program: 30001.1030500762.197 xyxy=(756,2134,869,2148)
cell-source: 007 xyxy=(1308,2191,1327,2205)
paragraph: PREGÃO PRESENCIAL N.º 004/2019 - II xyxy=(1036,514,1243,528)
paragraph: Registre-se, publique-se e cumpra-se. xyxy=(539,1430,718,1444)
col-header-value: VALOR xyxy=(1444,2061,1484,2074)
table-row xyxy=(26,2206,735,2221)
table-row xyxy=(756,2148,1484,2162)
col-header-program: PROGRAMA DE TRABALHO xyxy=(756,2061,910,2074)
top-rule xyxy=(9,28,1503,30)
cell-program: 30001.1030200702.190 xyxy=(756,2118,869,2133)
cell-nature: 3390-30 xyxy=(1048,2134,1089,2148)
